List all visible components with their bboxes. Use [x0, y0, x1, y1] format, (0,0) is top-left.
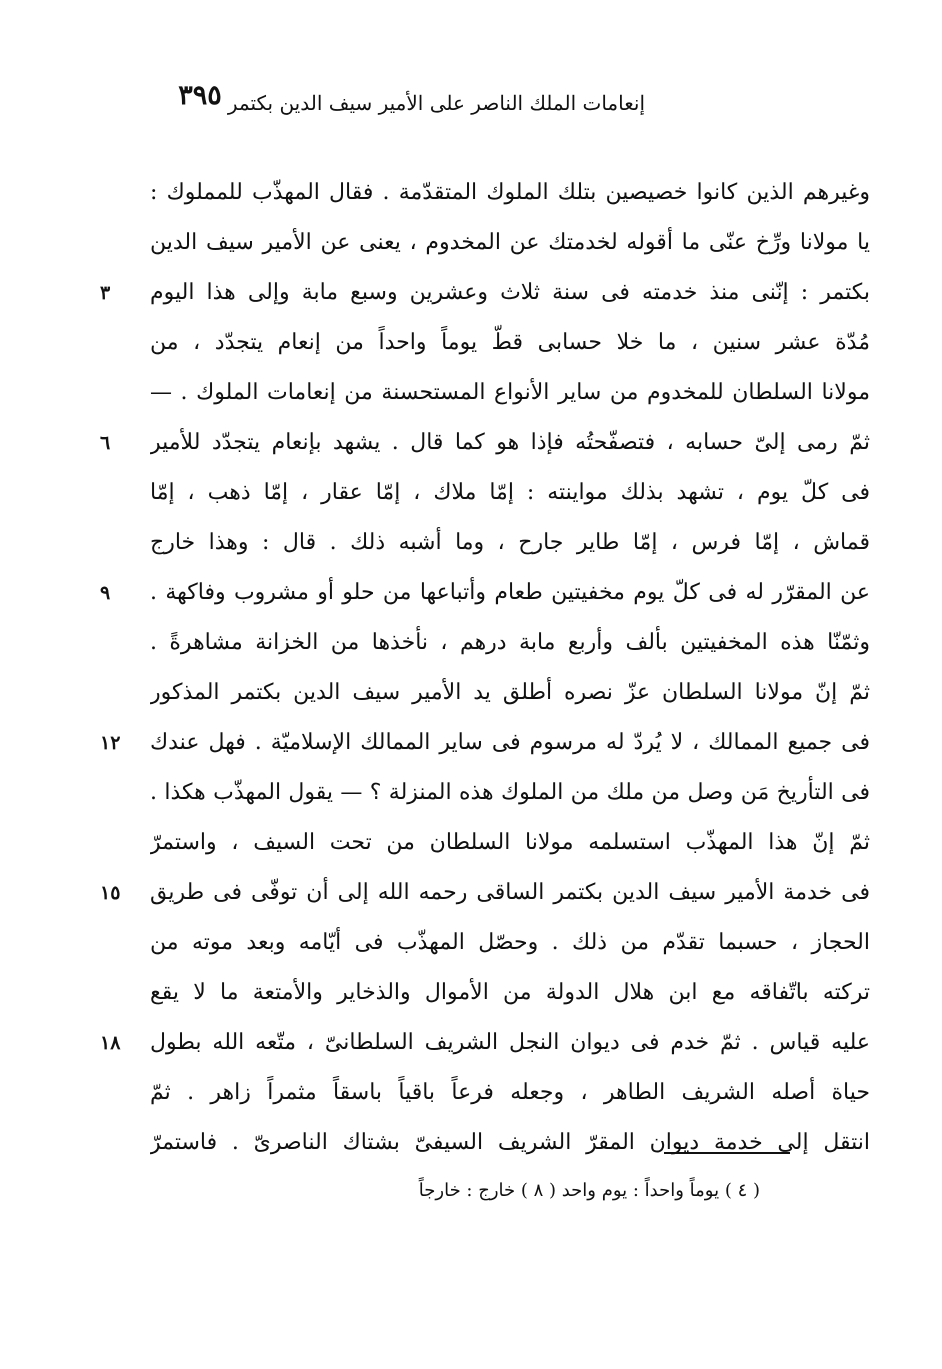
line-number — [100, 218, 140, 268]
line-number: ٩ — [100, 582, 111, 604]
line-number: ٣ — [100, 282, 111, 304]
text-line: تركته باتّفاقه مع ابن هلال الدولة من الأموال والذخاير والأمتعة ما لا يقع — [150, 980, 870, 1005]
text-line: فى جميع الممالك ، لا يُردّ له مرسوم فى ساير الممالك الإسلاميّة . فهل عندك — [150, 730, 870, 755]
line-number — [100, 168, 140, 218]
running-header-title: إنعامات الملك الناصر على الأمير سيف الدين بكتمر — [227, 91, 645, 115]
text-line: فى كلّ يوم ، تشهد بذلك مواينته : إمّا ملاك ، إمّا عقار ، إمّا ذهب ، إمّا — [150, 480, 870, 505]
text-line: عليه قياس . ثمّ خدم فى ديوان النجل الشريف السلطانىّ ، متّعه الله بطول — [150, 1030, 870, 1055]
text-line: مُدّة عشر سنين ، ما خلا حسابى قطّ يوماً واحداً من إنعام يتجدّد ، من — [150, 330, 870, 355]
text-line: عن المقرّر له فى كلّ يوم مخفيتين طعام وأتباعها من حلو أو مشروب وفاكهة . — [150, 580, 870, 605]
line-number — [100, 1068, 140, 1118]
line-number — [100, 768, 140, 818]
line-number: ١٨ — [100, 1032, 121, 1054]
line-number — [100, 318, 140, 368]
text-line: يا مولانا ورِّخ عنّى ما أقوله لخدمتك عن المخدوم ، يعنى عن الأمير سيف الدين — [150, 230, 870, 255]
footnote: ( ٤ ) يوماً واحداً : يوم واحد ( ٨ ) خارج : خارجاً — [418, 1180, 760, 1201]
text-line: بكتمر : إنّنى منذ خدمته فى سنة ثلاث وعشرين وسبع مابة وإلى هذا اليوم — [150, 280, 870, 305]
line-number-margin — [100, 168, 140, 1168]
text-line: قماش ، إمّا فرس ، إمّا طاير جارح ، وما أشبه ذلك . قال : وهذا خارج — [150, 530, 870, 555]
line-number — [100, 468, 140, 518]
line-number — [100, 968, 140, 1018]
line-number — [100, 518, 140, 568]
text-line: انتقل إلى خدمة ديوان المقرّ الشريف السيفىّ بشتاك الناصرىّ . فاستمرّ — [150, 1130, 870, 1155]
text-line: مولانا السلطان للمخدوم من ساير الأنواع المستحسنة من إنعامات الملوك . — — [150, 380, 870, 405]
text-line: حياة أصله الشريف الطاهر ، وجعله فرعاً باقياً باسقاً مثمراً زاهر . ثمّ — [150, 1080, 870, 1105]
line-number — [100, 918, 140, 968]
footnote-divider — [664, 1152, 790, 1154]
body-text — [150, 168, 870, 1168]
line-number: ١٢ — [100, 732, 121, 754]
text-line: ثمّ إنّ مولانا السلطان عزّ نصره أطلق يد الأمير سيف الدين بكتمر المذكور — [150, 680, 870, 705]
text-line: وغيرهم الذين كانوا خصيصين بتلك الملوك المتقدّمة . فقال المهذّب للمملوك : — [150, 180, 870, 205]
text-line: وثمّنّا هذه المخفيتين بألف وأربع مابة درهم ، نأخذها من الخزانة مشاهرةً . — [150, 630, 870, 655]
text-line: فى خدمة الأمير سيف الدين بكتمر الساقى رحمه الله إلى أن توفّى فى طريق — [150, 880, 870, 905]
line-number — [100, 618, 140, 668]
line-number: ١٥ — [100, 882, 121, 904]
text-line: الحجاز ، حسبما تقدّم من ذلك . وحصّل المهذّب فى أيّامه وبعد موته من — [150, 930, 870, 955]
line-number — [100, 368, 140, 418]
line-number — [100, 668, 140, 718]
line-number: ٦ — [100, 432, 111, 454]
page-number: ٣٩٥ — [178, 80, 222, 111]
line-number — [100, 1118, 140, 1168]
text-line: فى التأريخ مَن وصل من ملك من الملوك هذه المنزلة ؟ — يقول المهذّب هكذا . — [150, 780, 870, 805]
line-number — [100, 818, 140, 868]
text-line: ثمّ إنّ هذا المهذّب استسلمه مولانا السلطان من تحت السيف ، واستمرّ — [150, 830, 870, 855]
text-line: ثمّ رمى إلىّ حسابه ، فتصفّحتُه فإذا هو كما قال . يشهد بإنعام يتجدّد للأمير — [150, 430, 870, 455]
